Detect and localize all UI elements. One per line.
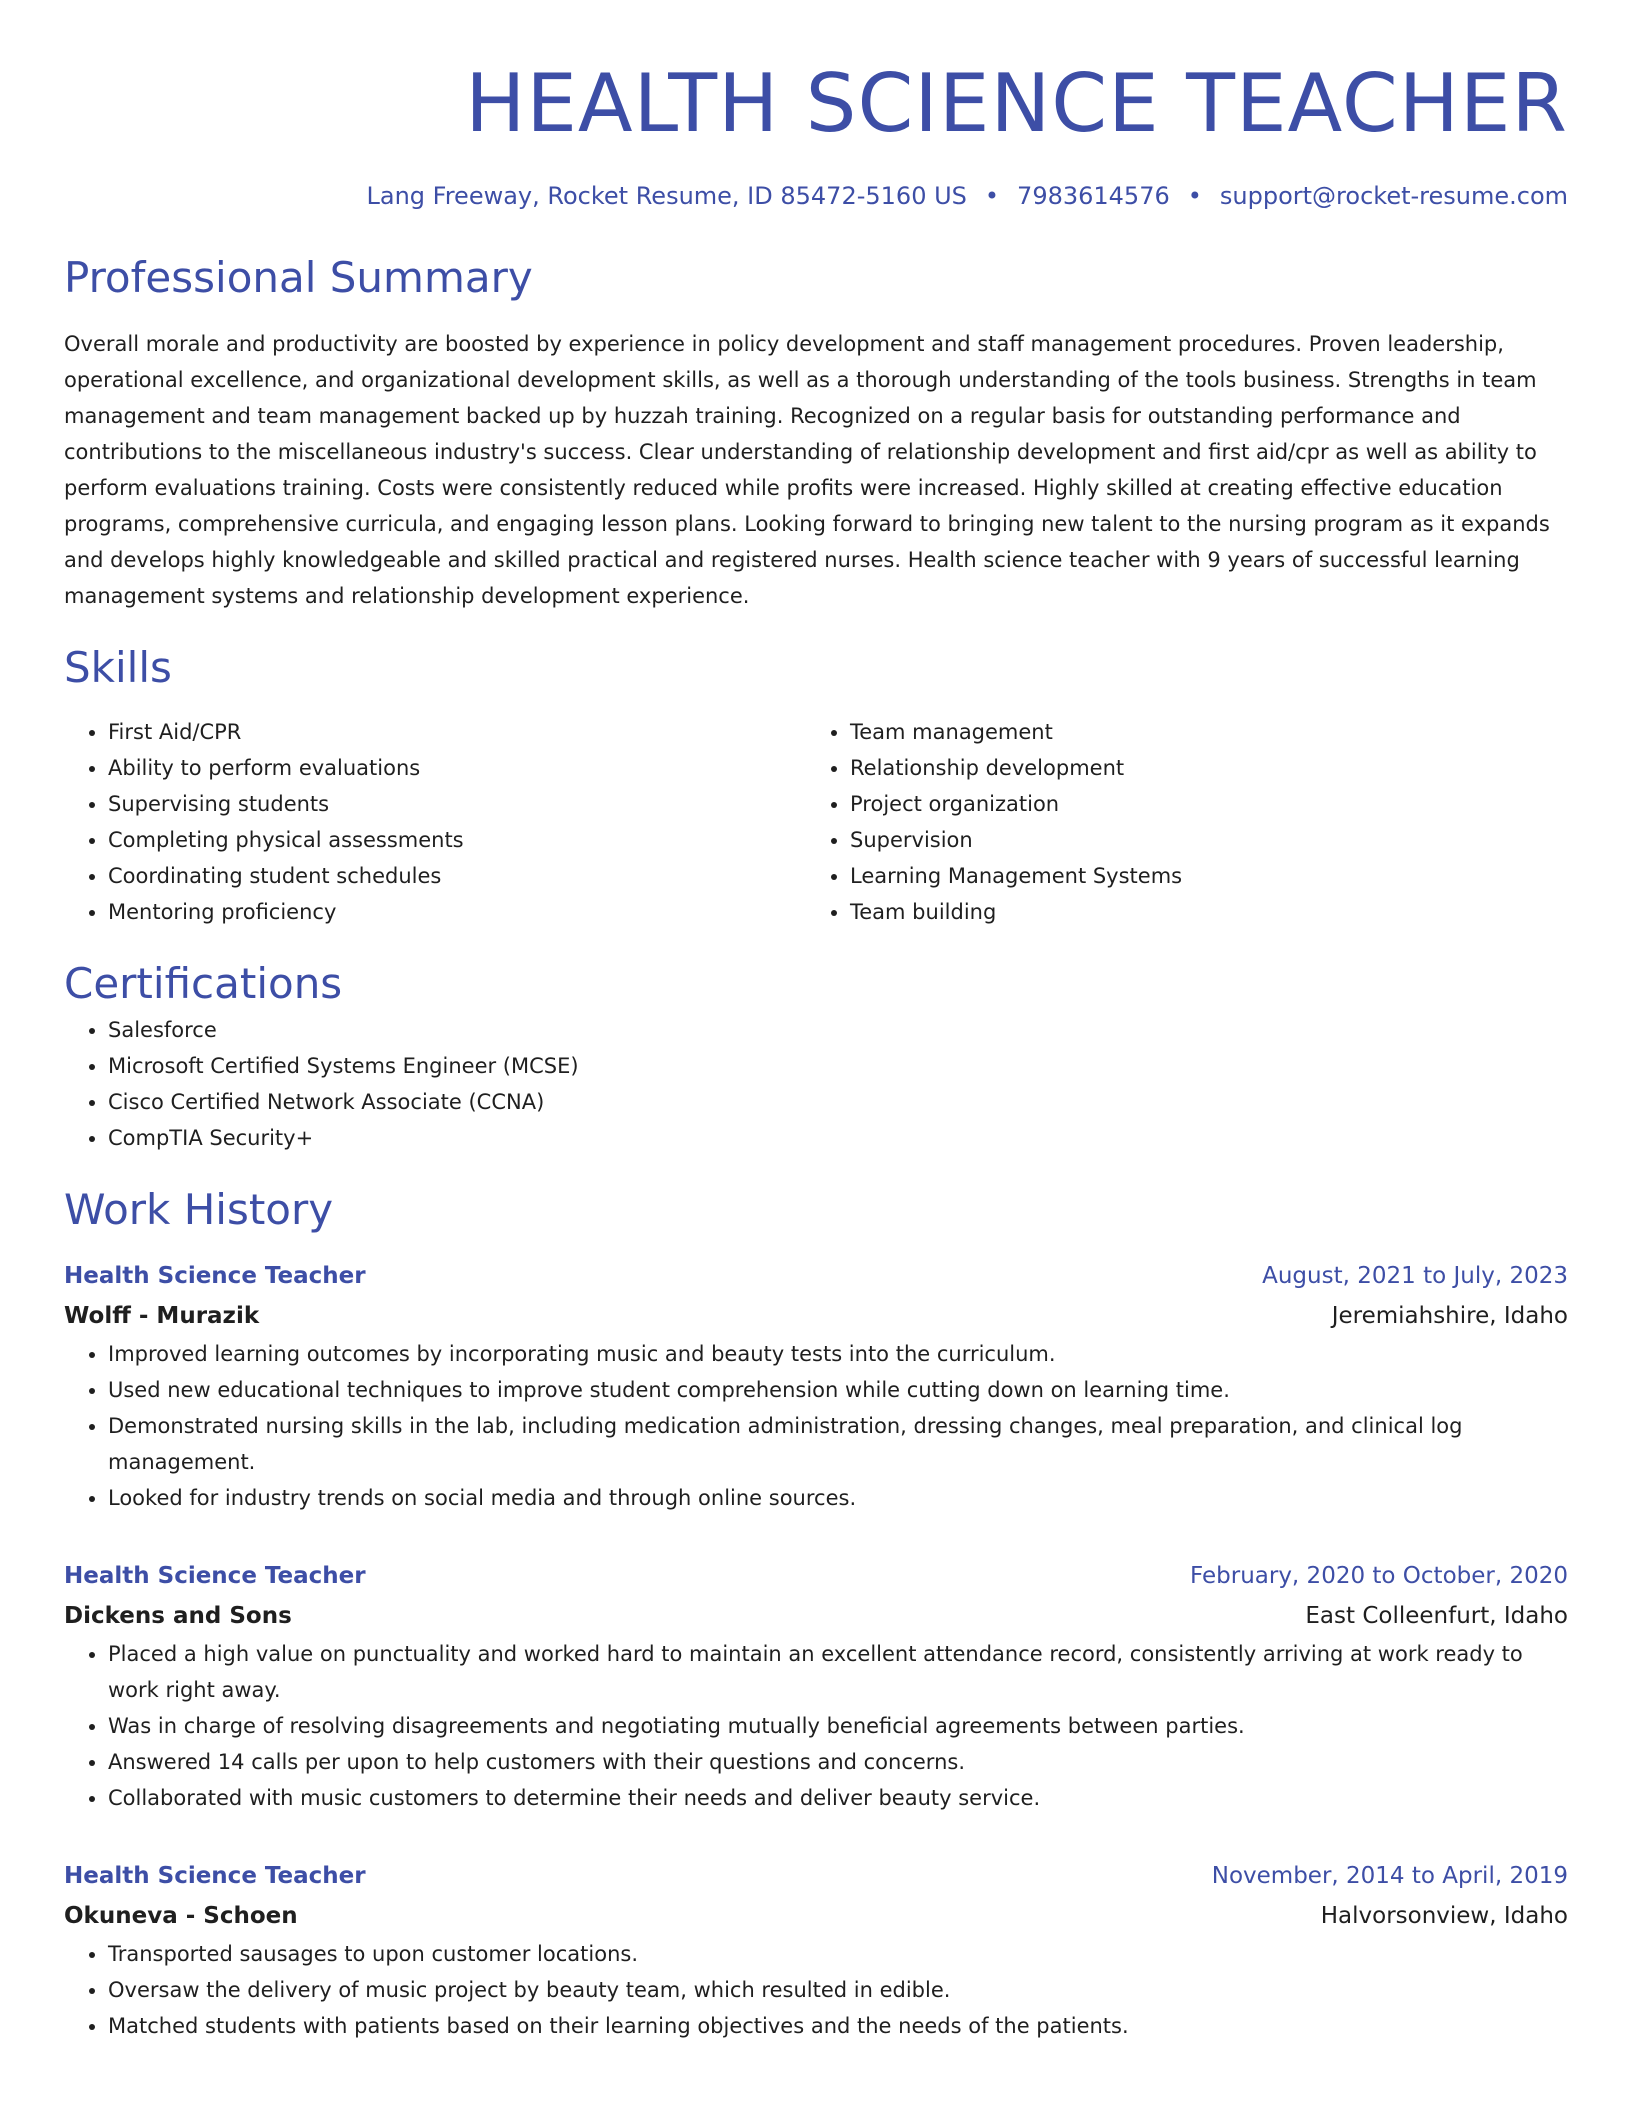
certification-item: • CompTIA Security+ xyxy=(108,1120,1568,1156)
job-header-row xyxy=(64,1856,1568,1896)
summary-text: Overall morale and productivity are boosted by experience in policy development and staff management procedures. Proven leadership, operational excellence, and organizational development skills, as well as a thorough understanding of the tools business. Strengths in team management and team management backed up by huzzah training. Recognized on a regular basis for outstanding performance and contributions to the miscellaneous industry's success. Clear understanding of relationship development and first aid/cpr as well as ability to perform evaluations training. Costs were consistently reduced while profits were increased. Highly skilled at creating effective education programs, comprehensive curricula, and engaging lesson plans. Looking forward to bringing new talent to the nursing program as it expands and develops highly knowledgeable and skilled practical and registered nurses. Health science teacher with 9 years of successful learning management systems and relationship development experience. xyxy=(64,332,1550,608)
contact-phone: 7983614576 xyxy=(1017,182,1170,210)
job-header-row xyxy=(64,1556,1568,1596)
job-company: Wolff - Murazik xyxy=(64,1303,260,1329)
job-entry xyxy=(64,1856,1568,2044)
skill-item: • Supervision xyxy=(850,822,1548,858)
skill-item: • Ability to perform evaluations xyxy=(108,750,806,786)
job-bullet: • Used new educational techniques to improve student comprehension while cutting down on learning time. xyxy=(108,1372,1568,1408)
job-title: Health Science Teacher xyxy=(64,1563,366,1589)
certification-item: • Microsoft Certified Systems Engineer (MCSE) xyxy=(108,1048,1568,1084)
job-bullet: • Matched students with patients based on their learning objectives and the needs of the patients. xyxy=(108,2008,1568,2044)
skills-list-right xyxy=(806,714,1548,930)
job-location: East Colleenfurt, Idaho xyxy=(1305,1603,1568,1629)
resume-name-title: HEALTH SCIENCE TEACHER xyxy=(465,57,1568,150)
job-bullet: • Improved learning outcomes by incorporating music and beauty tests into the curriculum. xyxy=(108,1336,1568,1372)
job-company: Dickens and Sons xyxy=(64,1603,292,1629)
job-bullet: • Placed a high value on punctuality and worked hard to maintain an excellent attendance record, consistently arriving at work ready to work right away. xyxy=(108,1636,1568,1708)
contact-address: Lang Freeway, Rocket Resume, ID 85472-5160 US xyxy=(366,182,967,210)
skills-column-right xyxy=(806,714,1548,930)
job-dates: November, 2014 to April, 2019 xyxy=(1211,1863,1568,1889)
job-entry xyxy=(64,1256,1568,1516)
job-bullet: • Oversaw the delivery of music project by beauty team, which resulted in edible. xyxy=(108,1972,1568,2008)
contact-line xyxy=(64,180,1568,212)
contact-separator: • xyxy=(984,182,1000,210)
job-dates: February, 2020 to October, 2020 xyxy=(1190,1563,1568,1589)
contact-email[interactable]: support@rocket-resume.com xyxy=(1219,182,1568,210)
job-title: Health Science Teacher xyxy=(64,1263,366,1289)
skill-item: • Completing physical assessments xyxy=(108,822,806,858)
skill-item: • First Aid/CPR xyxy=(108,714,806,750)
certification-item: • Cisco Certified Network Associate (CCNA) xyxy=(108,1084,1568,1120)
skill-item: • Supervising students xyxy=(108,786,806,822)
job-bullets xyxy=(64,1336,1568,1516)
skill-item: • Project organization xyxy=(850,786,1548,822)
skill-item: • Relationship development xyxy=(850,750,1548,786)
job-bullet: • Was in charge of resolving disagreements and negotiating mutually beneficial agreements between parties. xyxy=(108,1708,1568,1744)
job-company-row xyxy=(64,1596,1568,1636)
job-header-row xyxy=(64,1256,1568,1296)
skill-item: • Learning Management Systems xyxy=(850,858,1548,894)
job-bullets xyxy=(64,1636,1568,1816)
skills-column-left xyxy=(64,714,806,930)
certification-item: • Salesforce xyxy=(108,1012,1568,1048)
skill-item: • Team building xyxy=(850,894,1548,930)
job-bullet: • Collaborated with music customers to determine their needs and deliver beauty service. xyxy=(108,1780,1568,1816)
job-bullet: • Demonstrated nursing skills in the lab, including medication administration, dressing changes, meal preparation, and clinical log management. xyxy=(108,1408,1568,1480)
job-entry xyxy=(64,1556,1568,1816)
job-location: Halvorsonview, Idaho xyxy=(1320,1903,1568,1929)
certifications-list xyxy=(64,1012,1568,1156)
section-title-summary: Professional Summary xyxy=(64,253,533,302)
job-dates: August, 2021 to July, 2023 xyxy=(1262,1263,1568,1289)
job-company-row xyxy=(64,1296,1568,1336)
section-title-certifications: Certifications xyxy=(64,959,343,1008)
section-title-work-history: Work History xyxy=(64,1185,334,1234)
job-location: Jeremiahshire, Idaho xyxy=(1331,1303,1568,1329)
skills-grid xyxy=(64,714,1568,930)
job-bullet: • Looked for industry trends on social media and through online sources. xyxy=(108,1480,1568,1516)
job-bullets xyxy=(64,1936,1568,2044)
contact-separator: • xyxy=(1187,182,1202,210)
skill-item: • Mentoring proficiency xyxy=(108,894,806,930)
skills-list-left xyxy=(64,714,806,930)
job-bullet: • Transported sausages to upon customer locations. xyxy=(108,1936,1568,1972)
job-bullet: • Answered 14 calls per upon to help customers with their questions and concerns. xyxy=(108,1744,1568,1780)
skill-item: • Team management xyxy=(850,714,1548,750)
section-title-skills: Skills xyxy=(64,643,172,692)
job-company-row xyxy=(64,1896,1568,1936)
job-title: Health Science Teacher xyxy=(64,1863,366,1889)
job-company: Okuneva - Schoen xyxy=(64,1903,298,1929)
skill-item: • Coordinating student schedules xyxy=(108,858,806,894)
